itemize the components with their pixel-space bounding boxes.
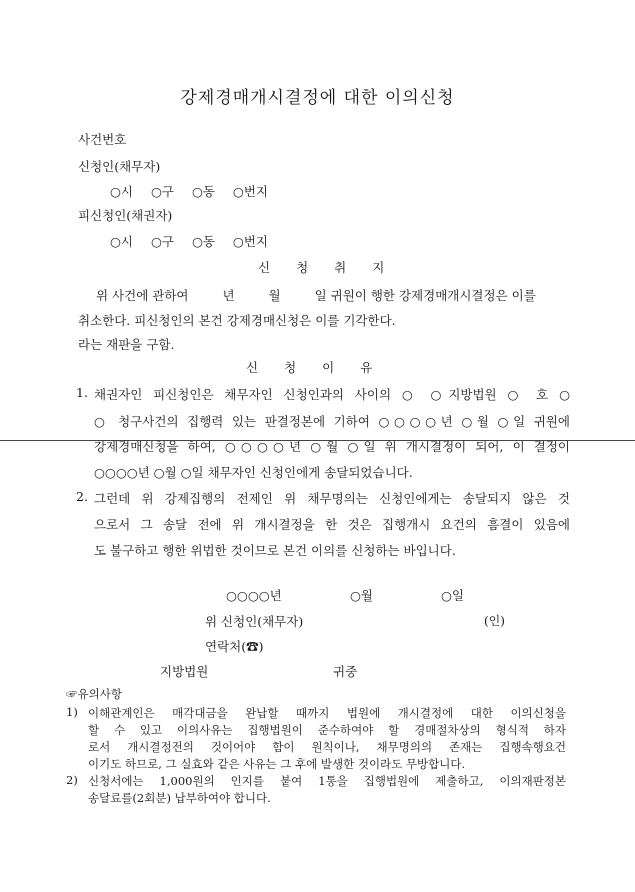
purpose-heading: 신청취지 <box>258 260 411 275</box>
notes-item-2-number: 2) <box>66 773 78 787</box>
reason-item-2-number: 2. <box>76 489 88 504</box>
applicant-lot: ○번지 <box>232 184 268 199</box>
contact-label: 연락처(☎) <box>205 639 264 654</box>
reason-item-1-line: 채권자인 피신청인은 채무자인 신청인과의 사이의 ○ ○지방법원 ○ 호 ○ <box>94 387 570 402</box>
date-day: ○일 <box>441 588 464 603</box>
seal-mark: (인) <box>484 614 505 628</box>
respondent-label: 피신청인(채권자) <box>78 208 173 223</box>
notes-item-2-line: 송달료를(2회분) 납부하여야 합니다. <box>88 791 271 805</box>
honorific: 귀중 <box>333 664 358 679</box>
reason-item-1-line: ○ 청구사건의 집행력 있는 판결정본에 기하여 ○○○○년 ○월 ○일 귀원에 <box>94 414 570 429</box>
scan-line <box>0 440 635 441</box>
reason-heading: 신청이유 <box>246 360 399 375</box>
notes-item-1-line: 이기도 하므로, 그 실효와 같은 사유는 그 후에 발생한 것이라도 무방합니다. <box>88 757 466 771</box>
purpose-year: 년 <box>222 288 235 303</box>
respondent-address <box>110 232 268 250</box>
respondent-city: ○시 <box>110 234 133 249</box>
respondent-lot: ○번지 <box>232 234 268 249</box>
reason-item-1-number: 1. <box>76 385 88 400</box>
applicant-district: ○구 <box>150 184 174 199</box>
respondent-district: ○구 <box>150 234 174 249</box>
applicant-label: 신청인(채무자) <box>78 159 161 174</box>
court-name: 지방법원 <box>160 664 209 679</box>
reason-item-1-line: 강제경매신청을 하여, ○○○○년 ○월 ○일 위 개시결정이 되어, 이 결정이 <box>94 439 570 454</box>
notes-heading: ☞유의사항 <box>66 687 122 701</box>
applicant-city: ○시 <box>110 184 133 199</box>
reason-item-2-line: 도 불구하고 행한 위법한 것이므로 본건 이의를 신청하는 바입니다. <box>94 543 456 558</box>
date-year: ○○○○년 <box>226 588 282 603</box>
notes-item-1-number: 1) <box>66 705 78 719</box>
notes-item-2-line: 신청서에는 1,000원의 인지를 붙여 1통을 집행법원에 제출하고, 이의재판정본 <box>88 774 566 788</box>
purpose-month: 월 <box>268 288 281 303</box>
reason-item-1-line: ○○○○년 ○월 ○일 채무자인 신청인에게 송달되었습니다. <box>94 465 413 480</box>
purpose-line-3: 라는 재판을 구함. <box>78 337 175 352</box>
applicant-address <box>110 182 268 200</box>
respondent-dong: ○동 <box>191 234 215 249</box>
purpose-prefix: 위 사건에 관하여 <box>96 288 189 303</box>
purpose-line-1 <box>96 286 536 304</box>
date-month: ○월 <box>350 588 373 603</box>
reason-item-2-line: 으로서 그 송달 전에 위 개시결정을 한 것은 집행개시 요건의 흠결이 있음에 <box>94 517 570 532</box>
case-number-label: 사건번호 <box>78 132 127 147</box>
notes-item-1-line: 이해관계인은 매각대금을 완납할 때까지 법원에 개시결정에 대한 이의신청을 <box>88 706 566 720</box>
purpose-line-2: 취소한다. 피신청인의 본건 강제경매신청은 이를 기각한다. <box>78 313 396 328</box>
signer-label: 위 신청인(채무자) <box>205 614 304 629</box>
notes-item-1-line: 할 수 있고 이의사유는 집행법원이 준수하여야 할 경매절차상의 형식적 하자 <box>88 723 566 737</box>
purpose-rest: 일 귀원이 행한 강제경매개시결정은 이를 <box>314 288 536 303</box>
reason-item-2-line: 그런데 위 강제집행의 전제인 위 채무명의는 신청인에게는 송달되지 않은 것 <box>94 491 570 506</box>
notes-item-1-line: 로서 개시결정전의 것이어야 함이 원칙이나, 채무명의의 존재는 집행속행요건 <box>88 740 566 754</box>
document-title: 강제경매개시결정에 대한 이의신청 <box>180 88 455 108</box>
applicant-dong: ○동 <box>191 184 215 199</box>
